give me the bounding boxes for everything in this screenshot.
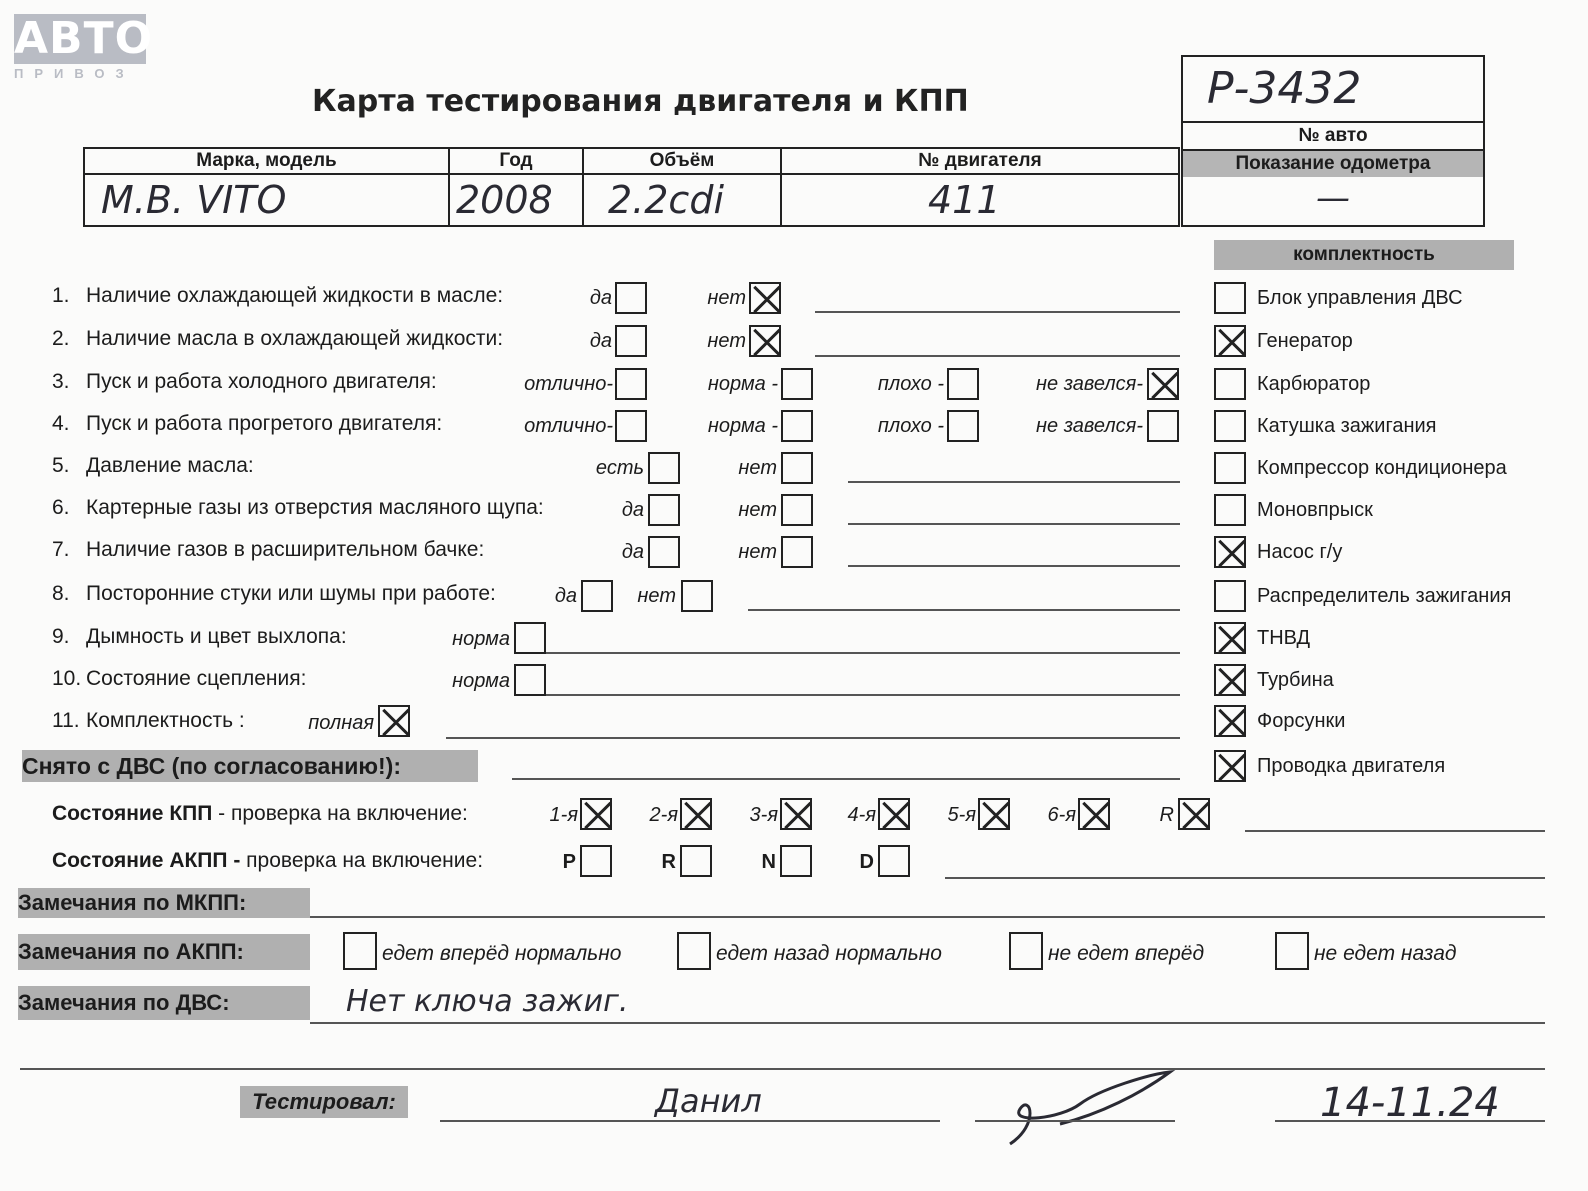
comment-line — [310, 916, 1545, 918]
option-label: отлично- — [524, 415, 613, 437]
komplekt-checkbox-wiring[interactable] — [1214, 750, 1246, 782]
signature-graphic — [1000, 1064, 1180, 1154]
odometer-box — [1181, 175, 1485, 227]
komplekt-label: Насос г/у — [1257, 541, 1343, 563]
question-number: 10. — [52, 667, 82, 690]
option-label: не завелся- — [1036, 373, 1143, 395]
komplekt-checkbox-tnvd[interactable] — [1214, 622, 1246, 654]
option-label: норма - — [707, 373, 778, 395]
question-text: Комплектность : — [86, 709, 245, 732]
option-label: плохо - — [877, 415, 944, 437]
question-7 — [52, 538, 484, 562]
comment-line — [546, 694, 1180, 696]
logo-subtitle: ПРИВОЗ — [14, 66, 135, 81]
komplekt-checkbox-carburetor[interactable] — [1214, 368, 1246, 400]
header-engine-no: № двигателя — [781, 148, 1179, 174]
question-number: 1. — [52, 284, 70, 307]
question-11 — [52, 709, 245, 733]
q6-yes-checkbox[interactable] — [648, 494, 680, 526]
option-label: полная — [308, 712, 374, 734]
q1-no-checkbox[interactable] — [749, 282, 781, 314]
question-number: 7. — [52, 538, 70, 561]
option-label: да — [621, 541, 644, 563]
option-label: да — [589, 287, 612, 309]
question-number: 2. — [52, 327, 70, 350]
komplekt-label: Генератор — [1257, 330, 1353, 352]
gear-label: 6-я — [1047, 804, 1076, 826]
komplekt-label: Распределитель зажигания — [1257, 585, 1512, 607]
question-4 — [52, 412, 442, 436]
q5-no-checkbox[interactable] — [781, 452, 813, 484]
value-engine-no: 411 — [781, 174, 1179, 226]
akpp-forward-ok-checkbox[interactable] — [343, 932, 377, 970]
gear-label: 1-я — [549, 804, 578, 826]
q4-normal-checkbox[interactable] — [781, 410, 813, 442]
option-label: нет — [707, 287, 746, 309]
value-volume: 2.2cdi — [583, 174, 781, 226]
question-text: Картерные газы из отверстия масляного щупа: — [86, 496, 544, 519]
komplekt-label: ТНВД — [1257, 627, 1311, 649]
remarks-akpp-label: Замечания по АКПП: — [18, 934, 310, 970]
komplekt-label: Проводка двигателя — [1257, 755, 1446, 777]
kpp-label — [52, 802, 468, 826]
comment-line — [848, 481, 1180, 483]
komplekt-label: Моновпрыск — [1257, 499, 1373, 521]
value-make-model: M.B. VITO — [84, 174, 449, 226]
question-text: Посторонние стуки или шумы при работе: — [86, 582, 496, 605]
question-1 — [52, 284, 503, 308]
gear-label: 4-я — [847, 804, 876, 826]
question-number: 11. — [52, 709, 80, 732]
comment-line — [848, 565, 1180, 567]
header-year: Год — [449, 148, 583, 174]
option-label: нет — [738, 499, 777, 521]
akpp-label-bold: Состояние АКПП - — [52, 849, 241, 872]
question-9 — [52, 625, 347, 649]
q3-normal-checkbox[interactable] — [781, 368, 813, 400]
komplekt-label: Катушка зажигания — [1257, 415, 1437, 437]
option-label: не завелся- — [1036, 415, 1143, 437]
question-10 — [52, 667, 306, 691]
gear-label: 3-я — [749, 804, 778, 826]
gear-label: 2-я — [649, 804, 678, 826]
option-label: норма - — [707, 415, 778, 437]
komplekt-label: Форсунки — [1257, 710, 1346, 732]
komplekt-checkbox-power-steering-pump[interactable] — [1214, 536, 1246, 568]
komplekt-title: комплектность — [1214, 240, 1514, 270]
komplekt-checkbox-monoinjection[interactable] — [1214, 494, 1246, 526]
vehicle-table — [83, 147, 1180, 227]
akpp-d-checkbox[interactable] — [878, 845, 910, 877]
signature-line — [975, 1120, 1175, 1122]
gear-label: 5-я — [947, 804, 976, 826]
remarks-dvs-label: Замечания по ДВС: — [18, 986, 310, 1020]
comment-line — [546, 652, 1180, 654]
tested-fio: Данил — [655, 1082, 762, 1120]
kpp-gear-2-checkbox[interactable] — [680, 798, 712, 830]
kpp-label-bold: Состояние КПП — [52, 802, 213, 825]
q4-excellent-checkbox[interactable] — [615, 410, 647, 442]
car-number-box — [1181, 55, 1485, 177]
akpp-option-label: не едет назад — [1314, 942, 1457, 965]
akpp-option-label: едет вперёд нормально — [382, 942, 622, 965]
gear-label: N — [761, 851, 776, 873]
comment-line — [310, 1022, 1545, 1024]
komplekt-checkbox-distributor[interactable] — [1214, 580, 1246, 612]
q4-bad-checkbox[interactable] — [947, 410, 979, 442]
fio-line — [440, 1120, 940, 1122]
akpp-n-checkbox[interactable] — [780, 845, 812, 877]
removed-label: Снято с ДВС (по согласованию!): — [22, 750, 478, 782]
comment-line — [848, 523, 1180, 525]
q10-normal-checkbox[interactable] — [514, 664, 546, 696]
kpp-gear-5-checkbox[interactable] — [978, 798, 1010, 830]
q11-full-checkbox[interactable] — [378, 705, 410, 737]
komplekt-label: Карбюратор — [1257, 373, 1371, 395]
akpp-r-checkbox[interactable] — [680, 845, 712, 877]
kpp-label-rest: - проверка на включение: — [212, 802, 468, 825]
gear-label: D — [859, 851, 874, 873]
comment-line — [512, 778, 1180, 780]
gear-label: R — [1159, 804, 1174, 826]
odometer-value: — — [1316, 178, 1350, 218]
question-text: Наличие масла в охлаждающей жидкости: — [86, 327, 504, 350]
kpp-gear-r-checkbox[interactable] — [1178, 798, 1210, 830]
question-text: Наличие охлаждающей жидкости в масле: — [86, 284, 504, 307]
header-make-model: Марка, модель — [84, 148, 449, 174]
akpp-no-reverse-checkbox[interactable] — [1275, 932, 1309, 970]
gear-label: P — [562, 851, 576, 873]
comment-line — [815, 355, 1180, 357]
option-label: плохо - — [877, 373, 944, 395]
question-number: 3. — [52, 370, 70, 393]
question-8 — [52, 582, 496, 606]
option-label: нет — [707, 330, 746, 352]
q3-bad-checkbox[interactable] — [947, 368, 979, 400]
comment-line — [945, 877, 1545, 879]
q6-no-checkbox[interactable] — [781, 494, 813, 526]
question-text: Давление масла: — [86, 454, 254, 477]
kpp-gear-1-checkbox[interactable] — [580, 798, 612, 830]
akpp-p-checkbox[interactable] — [580, 845, 612, 877]
question-text: Пуск и работа холодного двигателя: — [86, 370, 437, 393]
question-number: 6. — [52, 496, 70, 519]
question-text: Пуск и работа прогретого двигателя: — [86, 412, 443, 435]
comment-line — [815, 311, 1180, 313]
q2-yes-checkbox[interactable] — [615, 325, 647, 357]
akpp-no-forward-checkbox[interactable] — [1009, 932, 1043, 970]
option-label: норма — [452, 628, 510, 650]
comment-line — [1245, 830, 1545, 832]
q3-not-started-checkbox[interactable] — [1147, 368, 1179, 400]
question-number: 9. — [52, 625, 70, 648]
q5-yes-checkbox[interactable] — [648, 452, 680, 484]
akpp-label — [52, 849, 483, 873]
komplekt-checkbox-ac-compressor[interactable] — [1214, 452, 1246, 484]
komplekt-checkbox-ignition-coil[interactable] — [1214, 410, 1246, 442]
question-2 — [52, 327, 503, 351]
option-label: норма — [452, 670, 510, 692]
q7-no-checkbox[interactable] — [781, 536, 813, 568]
q3-excellent-checkbox[interactable] — [615, 368, 647, 400]
option-label: нет — [637, 585, 676, 607]
tested-label: Тестировал: — [240, 1086, 408, 1118]
kpp-gear-4-checkbox[interactable] — [878, 798, 910, 830]
comment-line — [748, 609, 1180, 611]
q9-normal-checkbox[interactable] — [514, 622, 546, 654]
odometer-label: Показание одометра — [1183, 149, 1483, 177]
option-label: отлично- — [524, 373, 613, 395]
komplekt-checkbox-injectors[interactable] — [1214, 705, 1246, 737]
page-title: Карта тестирования двигателя и КПП — [312, 84, 969, 119]
akpp-option-label: едет назад нормально — [716, 942, 942, 965]
option-label: нет — [738, 457, 777, 479]
option-label: есть — [595, 457, 644, 479]
q1-yes-checkbox[interactable] — [615, 282, 647, 314]
komplekt-label: Блок управления ДВС — [1257, 287, 1463, 309]
kpp-gear-3-checkbox[interactable] — [780, 798, 812, 830]
question-5 — [52, 454, 254, 478]
komplekt-label: Компрессор кондиционера — [1257, 457, 1507, 479]
comment-line — [20, 1068, 1545, 1070]
question-3 — [52, 370, 437, 394]
gear-label: R — [661, 851, 676, 873]
header-volume: Объём — [583, 148, 781, 174]
q8-no-checkbox[interactable] — [681, 580, 713, 612]
question-text: Наличие газов в расширительном бачке: — [86, 538, 485, 561]
option-label: да — [554, 585, 577, 607]
kpp-gear-6-checkbox[interactable] — [1078, 798, 1110, 830]
question-text: Состояние сцепления: — [86, 667, 307, 690]
tested-date: 14-11.24 — [1320, 1080, 1500, 1126]
komplekt-checkbox-generator[interactable] — [1214, 325, 1246, 357]
question-number: 5. — [52, 454, 70, 477]
question-number: 4. — [52, 412, 70, 435]
logo — [14, 13, 154, 81]
date-line — [1275, 1120, 1545, 1122]
q8-yes-checkbox[interactable] — [581, 580, 613, 612]
komplekt-checkbox-turbo[interactable] — [1214, 664, 1246, 696]
logo-text: АВТО — [14, 13, 154, 64]
remarks-mkpp-label: Замечания по МКПП: — [18, 888, 310, 918]
option-label: да — [621, 499, 644, 521]
option-label: нет — [738, 541, 777, 563]
comment-line — [446, 737, 1180, 739]
akpp-option-label: не едет вперёд — [1048, 942, 1205, 965]
question-text: Дымность и цвет выхлопа: — [86, 625, 347, 648]
komplekt-label: Турбина — [1257, 669, 1334, 691]
question-6 — [52, 496, 544, 520]
option-label: да — [589, 330, 612, 352]
q7-yes-checkbox[interactable] — [648, 536, 680, 568]
akpp-reverse-ok-checkbox[interactable] — [677, 932, 711, 970]
car-number-label: № авто — [1298, 125, 1368, 146]
q4-not-started-checkbox[interactable] — [1147, 410, 1179, 442]
question-number: 8. — [52, 582, 70, 605]
akpp-label-rest: проверка на включение: — [240, 849, 484, 872]
car-number-value: Р-3432 — [1183, 57, 1483, 123]
komplekt-checkbox-ecu[interactable] — [1214, 282, 1246, 314]
remarks-dvs-value: Нет ключа зажиг. — [346, 984, 629, 1019]
q2-no-checkbox[interactable] — [749, 325, 781, 357]
value-year: 2008 — [449, 174, 583, 226]
